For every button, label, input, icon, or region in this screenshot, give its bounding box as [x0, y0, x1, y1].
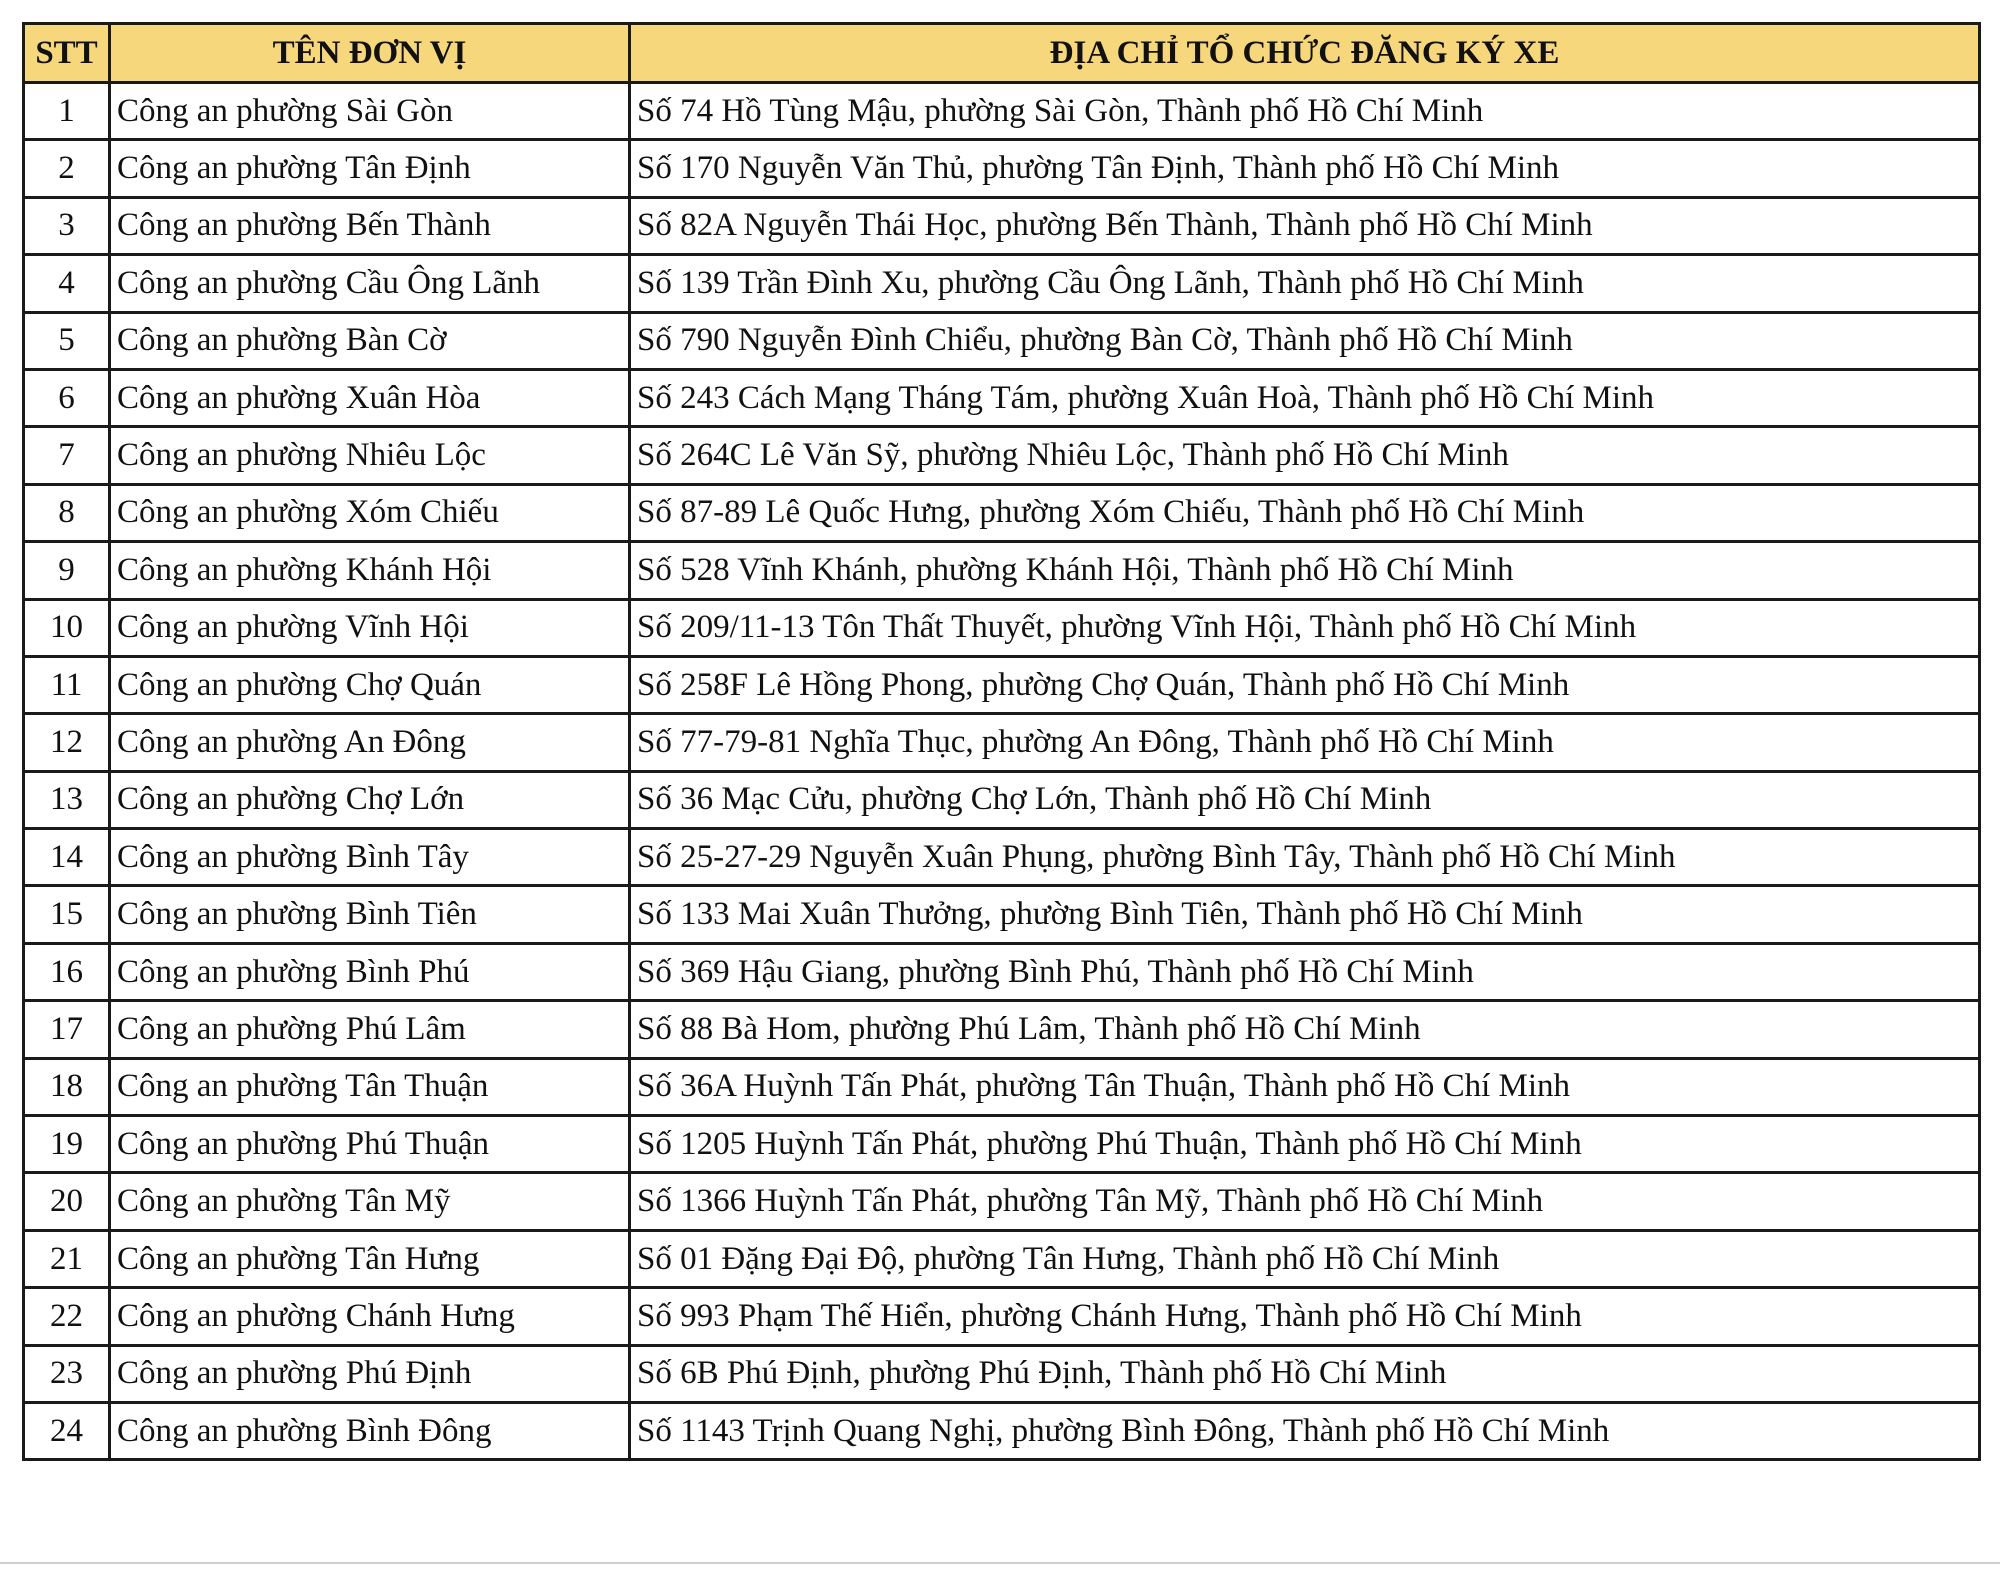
table-row: [24, 886, 1980, 943]
row-unit-name: Công an phường Chánh Hưng: [110, 1288, 630, 1345]
table-row: [24, 1058, 1980, 1115]
row-address: Số 1143 Trịnh Quang Nghị, phường Bình Đông, Thành phố Hồ Chí Minh: [630, 1402, 1980, 1459]
table-row: [24, 771, 1980, 828]
row-stt: 16: [24, 943, 110, 1000]
header-row: [24, 24, 1980, 83]
row-unit-name: Công an phường Bàn Cờ: [110, 312, 630, 369]
header-address: ĐỊA CHỈ TỔ CHỨC ĐĂNG KÝ XE: [630, 24, 1980, 83]
row-unit-name: Công an phường Vĩnh Hội: [110, 599, 630, 656]
table-row: [24, 1345, 1980, 1402]
row-unit-name: Công an phường Phú Thuận: [110, 1116, 630, 1173]
row-stt: 18: [24, 1058, 110, 1115]
row-stt: 17: [24, 1001, 110, 1058]
table-header: [24, 24, 1980, 83]
row-address: Số 82A Nguyễn Thái Học, phường Bến Thành, Thành phố Hồ Chí Minh: [630, 197, 1980, 254]
row-unit-name: Công an phường Tân Hưng: [110, 1230, 630, 1287]
row-address: Số 74 Hồ Tùng Mậu, phường Sài Gòn, Thành phố Hồ Chí Minh: [630, 83, 1980, 140]
row-address: Số 170 Nguyễn Văn Thủ, phường Tân Định, Thành phố Hồ Chí Minh: [630, 140, 1980, 197]
row-unit-name: Công an phường Bình Tiên: [110, 886, 630, 943]
table-row: [24, 1116, 1980, 1173]
row-unit-name: Công an phường Tân Thuận: [110, 1058, 630, 1115]
table-row: [24, 197, 1980, 254]
row-unit-name: Công an phường Cầu Ông Lãnh: [110, 255, 630, 312]
row-unit-name: Công an phường Bình Đông: [110, 1402, 630, 1459]
row-address: Số 01 Đặng Đại Độ, phường Tân Hưng, Thành phố Hồ Chí Minh: [630, 1230, 1980, 1287]
table-row: [24, 1173, 1980, 1230]
row-stt: 12: [24, 714, 110, 771]
row-stt: 19: [24, 1116, 110, 1173]
row-address: Số 77-79-81 Nghĩa Thục, phường An Đông, Thành phố Hồ Chí Minh: [630, 714, 1980, 771]
row-stt: 2: [24, 140, 110, 197]
table-row: [24, 484, 1980, 541]
row-unit-name: Công an phường Chợ Lớn: [110, 771, 630, 828]
row-stt: 5: [24, 312, 110, 369]
table-row: [24, 542, 1980, 599]
row-unit-name: Công an phường Bình Tây: [110, 829, 630, 886]
row-unit-name: Công an phường Tân Định: [110, 140, 630, 197]
row-stt: 11: [24, 656, 110, 713]
row-stt: 24: [24, 1402, 110, 1459]
row-address: Số 88 Bà Hom, phường Phú Lâm, Thành phố Hồ Chí Minh: [630, 1001, 1980, 1058]
table-row: [24, 943, 1980, 1000]
row-unit-name: Công an phường Phú Lâm: [110, 1001, 630, 1058]
row-unit-name: Công an phường Phú Định: [110, 1345, 630, 1402]
table-row: [24, 1230, 1980, 1287]
row-stt: 7: [24, 427, 110, 484]
row-address: Số 36 Mạc Cửu, phường Chợ Lớn, Thành phố Hồ Chí Minh: [630, 771, 1980, 828]
row-unit-name: Công an phường Chợ Quán: [110, 656, 630, 713]
row-address: Số 790 Nguyễn Đình Chiểu, phường Bàn Cờ, Thành phố Hồ Chí Minh: [630, 312, 1980, 369]
row-address: Số 25-27-29 Nguyễn Xuân Phụng, phường Bình Tây, Thành phố Hồ Chí Minh: [630, 829, 1980, 886]
row-stt: 23: [24, 1345, 110, 1402]
table-row: [24, 1288, 1980, 1345]
table-row: [24, 714, 1980, 771]
row-address: Số 1366 Huỳnh Tấn Phát, phường Tân Mỹ, Thành phố Hồ Chí Minh: [630, 1173, 1980, 1230]
row-stt: 21: [24, 1230, 110, 1287]
row-stt: 9: [24, 542, 110, 599]
row-stt: 4: [24, 255, 110, 312]
table-row: [24, 427, 1980, 484]
table-row: [24, 255, 1980, 312]
row-address: Số 209/11-13 Tôn Thất Thuyết, phường Vĩnh Hội, Thành phố Hồ Chí Minh: [630, 599, 1980, 656]
header-unit-name: TÊN ĐƠN VỊ: [110, 24, 630, 83]
row-address: Số 6B Phú Định, phường Phú Định, Thành phố Hồ Chí Minh: [630, 1345, 1980, 1402]
row-address: Số 264C Lê Văn Sỹ, phường Nhiêu Lộc, Thành phố Hồ Chí Minh: [630, 427, 1980, 484]
row-stt: 3: [24, 197, 110, 254]
row-address: Số 258F Lê Hồng Phong, phường Chợ Quán, Thành phố Hồ Chí Minh: [630, 656, 1980, 713]
row-stt: 22: [24, 1288, 110, 1345]
row-stt: 14: [24, 829, 110, 886]
registration-locations-table: [22, 22, 1981, 1461]
table-row: [24, 312, 1980, 369]
row-address: Số 1205 Huỳnh Tấn Phát, phường Phú Thuận, Thành phố Hồ Chí Minh: [630, 1116, 1980, 1173]
row-address: Số 133 Mai Xuân Thưởng, phường Bình Tiên, Thành phố Hồ Chí Minh: [630, 886, 1980, 943]
row-unit-name: Công an phường Nhiêu Lộc: [110, 427, 630, 484]
row-unit-name: Công an phường Bình Phú: [110, 943, 630, 1000]
row-stt: 6: [24, 369, 110, 426]
row-unit-name: Công an phường Sài Gòn: [110, 83, 630, 140]
table-row: [24, 1001, 1980, 1058]
row-stt: 1: [24, 83, 110, 140]
row-address: Số 139 Trần Đình Xu, phường Cầu Ông Lãnh, Thành phố Hồ Chí Minh: [630, 255, 1980, 312]
table-row: [24, 140, 1980, 197]
row-stt: 10: [24, 599, 110, 656]
row-stt: 20: [24, 1173, 110, 1230]
table-body: [24, 83, 1980, 1460]
row-address: Số 528 Vĩnh Khánh, phường Khánh Hội, Thành phố Hồ Chí Minh: [630, 542, 1980, 599]
row-address: Số 369 Hậu Giang, phường Bình Phú, Thành phố Hồ Chí Minh: [630, 943, 1980, 1000]
row-stt: 8: [24, 484, 110, 541]
row-address: Số 993 Phạm Thế Hiển, phường Chánh Hưng, Thành phố Hồ Chí Minh: [630, 1288, 1980, 1345]
row-unit-name: Công an phường Xóm Chiếu: [110, 484, 630, 541]
table-row: [24, 599, 1980, 656]
table-row: [24, 1402, 1980, 1459]
header-stt: STT: [24, 24, 110, 83]
bottom-divider: [0, 1562, 2000, 1564]
row-unit-name: Công an phường Xuân Hòa: [110, 369, 630, 426]
table-row: [24, 829, 1980, 886]
row-stt: 13: [24, 771, 110, 828]
row-address: Số 36A Huỳnh Tấn Phát, phường Tân Thuận, Thành phố Hồ Chí Minh: [630, 1058, 1980, 1115]
bottom-margin: [0, 1542, 2000, 1572]
row-unit-name: Công an phường An Đông: [110, 714, 630, 771]
row-address: Số 243 Cách Mạng Tháng Tám, phường Xuân Hoà, Thành phố Hồ Chí Minh: [630, 369, 1980, 426]
row-unit-name: Công an phường Tân Mỹ: [110, 1173, 630, 1230]
row-unit-name: Công an phường Khánh Hội: [110, 542, 630, 599]
row-address: Số 87-89 Lê Quốc Hưng, phường Xóm Chiếu, Thành phố Hồ Chí Minh: [630, 484, 1980, 541]
row-unit-name: Công an phường Bến Thành: [110, 197, 630, 254]
table-row: [24, 369, 1980, 426]
table-row: [24, 83, 1980, 140]
row-stt: 15: [24, 886, 110, 943]
table-row: [24, 656, 1980, 713]
